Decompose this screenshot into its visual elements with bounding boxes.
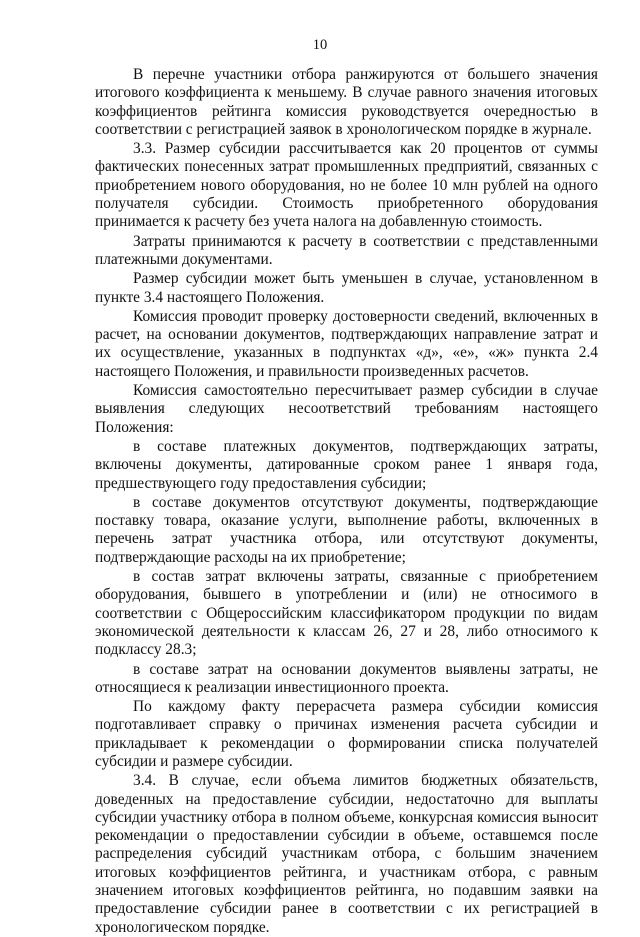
- list-item-missing-documents: в составе документов отсутствуют документы, подтверждающие поставку товара, оказание услуги, выполнение работы, включенных в перечень затрат участника отбора, или отсутствуют документы, подтверждающие расходы на их приобретение;: [95, 493, 598, 566]
- paragraph-recalculation-certificate: По каждому факту перерасчета размера субсидии комиссия подготавливает справку о причинах изменения расчета субсидии и прикладывает к рекомендации о формировании списка получателей субсидии и размере субсидии.: [95, 698, 598, 770]
- list-item-unrelated-costs: в составе затрат на основании документов выявлены затраты, не относящиеся к реализации инвестиционного проекта.: [95, 660, 598, 696]
- list-item-used-equipment: в состав затрат включены затраты, связанные с приобретением оборудования, бывшего в употреблении и (или) не относимого в соответствии с Общероссийским классификатором продукции по видам экономической деятельности к классам 26, 27 и 28, либо относимого к подклассу 28.3;: [95, 568, 598, 659]
- page-number: 10: [312, 37, 328, 53]
- paragraph-3-4-insufficient-limits: 3.4. В случае, если объема лимитов бюджетных обязательств, доведенных на предоставление субсидии, недостаточно для выплаты субсидии участнику отбора в полном объеме, конкурсная комиссия выносит рекомендации о предоставлении субсидии в объеме, оставшемся после распределения субсидий участникам отбора, с большим значением итоговых коэффициентов рейтинга, и участникам отбора, с равным значением итоговых коэффициентов рейтинга, но подавшим заявки на предоставление субсидии ранее в соответствии с их регистрацией в хронологическом порядке.: [95, 772, 598, 936]
- paragraph-recalculation-intro: Комиссия самостоятельно пересчитывает размер субсидии в случае выявления следующих несоответствий требованиям настоящего Положения:: [95, 382, 598, 436]
- paragraph-ranking-order: В перечне участники отбора ранжируются от большего значения итогового коэффициента к меньшему. В случае равного значения итоговых коэффициентов рейтинга комиссия руководствуется очередностью в соответствии с регистрацией заявок в хронологическом порядке в журнале.: [95, 66, 598, 138]
- list-item-payment-documents: в составе платежных документов, подтверждающих затраты, включены документы, датированные сроком ранее 1 января года, предшествующего году предоставления субсидии;: [95, 437, 598, 492]
- paragraph-costs-accepted: Затраты принимаются к расчету в соответствии с представленными платежными документами.: [95, 232, 598, 268]
- document-body: [95, 66, 598, 937]
- paragraph-commission-check: Комиссия проводит проверку достоверности сведений, включенных в расчет, на основании документов, подтверждающих направление затрат и их осуществление, указанных в подпунктах «д», «е», «ж» пункта 2.4 настоящего Положения, и правильности произведенных расчетов.: [95, 307, 598, 380]
- paragraph-3-3-subsidy-size: 3.3. Размер субсидии рассчитывается как 20 процентов от суммы фактических понесенных затрат промышленных предприятий, связанных с приобретением нового оборудования, но не более 10 млн рублей на одного получателя субсидии. Стоимость приобретенного оборудования принимается к расчету без учета налога на добавленную стоимость.: [95, 140, 598, 231]
- paragraph-subsidy-reduction: Размер субсидии может быть уменьшен в случае, установленном в пункте 3.4 настоящего Положения.: [95, 270, 598, 306]
